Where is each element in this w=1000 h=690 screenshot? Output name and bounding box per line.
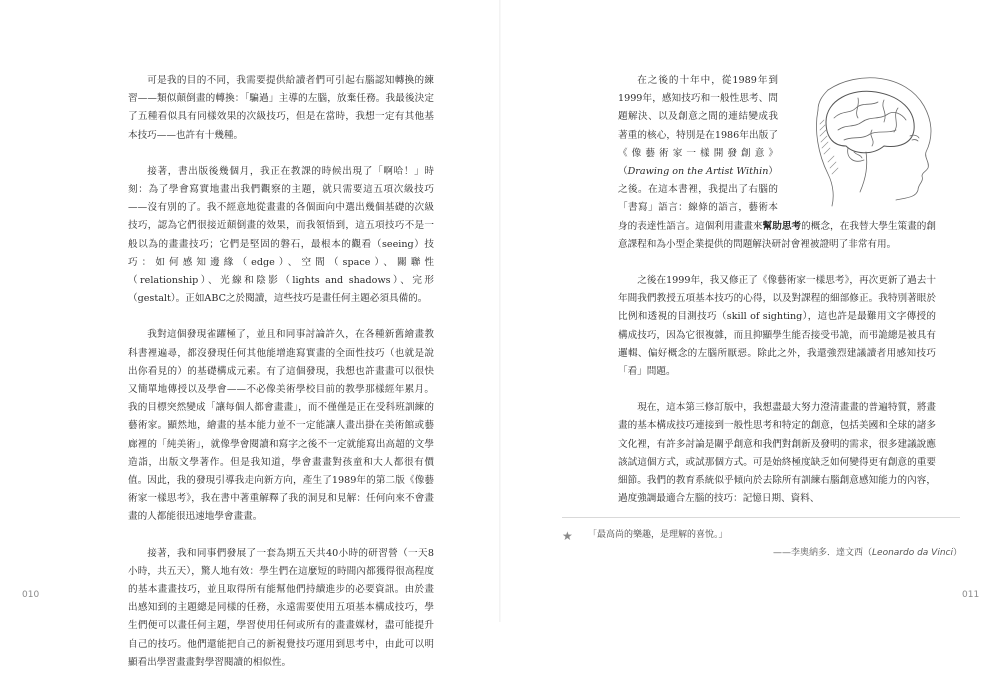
page-number: 010	[22, 590, 40, 600]
quote-divider	[562, 517, 960, 518]
paragraph-with-figure: 在之後的十年中，從1989年到1999年，感知技巧和一般性思考、問題解決、以及創意之間的連結變成我著重的核心，特別是在1986年出版了《像藝術家一樣開發創意》（Drawing on the Artist Within）之後。在這本書裡，我提出了右腦的「書寫」語言：線條的語言，藝術本身的表達性語言。這個利用畫畫來幫助思考的概念，在我替大學生策畫的創意課程和為小型企業提供的問題解決研討會裡被證明了非常有用。	[618, 75, 937, 250]
quote-attribution: ——李奧納多．達文西（Leonardo da Vinci）	[773, 548, 962, 558]
brain-sketch-figure	[788, 70, 938, 208]
paragraph: 之後在1999年，我又修正了《像藝術家一樣思考》，再次更新了過去十年間我們教授五項基本技巧的心得，以及對課程的細部修正。我特別著眼於比例和透視的目測技巧（skill of sighting），這也許是最難用文字傳授的構成技巧，因為它很複雜，而且抑顯學生能否接受弔詭，而弔詭總是被具有邏輯、偏好概念的左腦所厭惡。除此之外，我還強烈建議讀者用感知技巧「看」問題。	[618, 275, 936, 378]
right-column	[618, 72, 936, 526]
paragraph: 現在，這本第三修訂版中，我想盡最大努力澄清畫畫的普遍特質，將畫畫的基本構成技巧連接到一般性思考和特定的創意，包括美國和全球的諸多文化裡，有許多討論是關乎創意和我們對創新及發明的需求，很多建議說應該試這個方式，或試那個方式。可是始終極度缺乏如何變得更有創意的重要細節。我們的教育系統似乎傾向於去除所有訓練右腦創意感知能力的內容，過度強調最適合左腦的技巧：記憶日期、資料、	[618, 402, 936, 505]
left-page	[0, 0, 500, 668]
paragraph: 接著，我和同事們發展了一套為期五天共40小時的研習營（一天8小時，共五天），驚人地有效：學生們在這麼短的時間內都獲得很高程度的基本畫畫技巧，並且取得所有能幫他們持續進步的必要資訊。由於畫出感知到的主題總是同樣的任務，永遠需要使用五項基本構成技巧，學生們便可以畫任何主題，學習使用任何或所有的畫畫媒材，盡可能提升自己的技巧。他們還能把自己的新視覺技巧運用到思考中，由此可以明顯看出學習畫畫對學習閱讀的相似性。	[128, 547, 434, 668]
left-column	[128, 72, 434, 690]
quote-text: 「最高尚的樂趣，是理解的喜悅。」	[588, 530, 728, 540]
page-number: 011	[962, 590, 980, 600]
star-icon: ★	[562, 529, 573, 543]
paragraph: 可是我的目的不同，我需要提供給讀者們可引起右腦認知轉換的練習——類似顛倒畫的轉換：「騙過」主導的左腦，放棄任務。我最後決定了五種看似具有同樣效果的次級技巧，但是在當時，我想一定有其他基本技巧——也許有十幾種。	[128, 75, 434, 141]
paragraph: 接著，書出版後幾個月，我正在教課的時候出現了「啊哈！」時刻：為了學會寫實地畫出我們觀察的主題，就只需要這五項次級技巧——沒有別的了。我不經意地從畫畫的各個面向中選出幾個基礎的次級技巧，認為它們很接近顛倒畫的效果，而我領悟到，這五項技巧不是一般以為的畫畫技巧；它們是堅固的磐石，最根本的觀看（seeing）技巧：如何感知邊緣（edge）、空間（space）、關聯性（relationship）、光線和陰影（lights and shadows）、完形（gestalt）。正如ABC之於閱讀，這些技巧是畫任何主題必須具備的。	[128, 165, 434, 305]
paragraph: 我對這個發現雀躍極了，並且和同事討論許久，在各種新舊繪畫教科書裡遍尋，都沒發現任何其他能增進寫實畫的全面性技巧（也就是說出你看見的）的基礎構成元素。有了這個發現，我想也許畫畫可以很快又簡單地傳授以及學會——不必像美術學校目前的教學那樣經年累月。我的目標突然變成「讓每個人都會畫畫」，而不僅僅是正在受科班訓練的藝術家。顯然地，繪畫的基本能力並不一定能讓人畫出掛在美術館或藝廊裡的「純美術」，就像學會閱讀和寫字之後不一定就能寫出高超的文學造詣，出版文學著作。但是我知道，學會畫畫對孩童和大人都很有價值。因此，我的發現引導我走向新方向，產生了1989年的第二版《像藝術家一樣思考》，我在書中著重解釋了我的洞見和見解：任何向來不會畫畫的人都能很迅速地學會畫畫。	[128, 329, 434, 523]
